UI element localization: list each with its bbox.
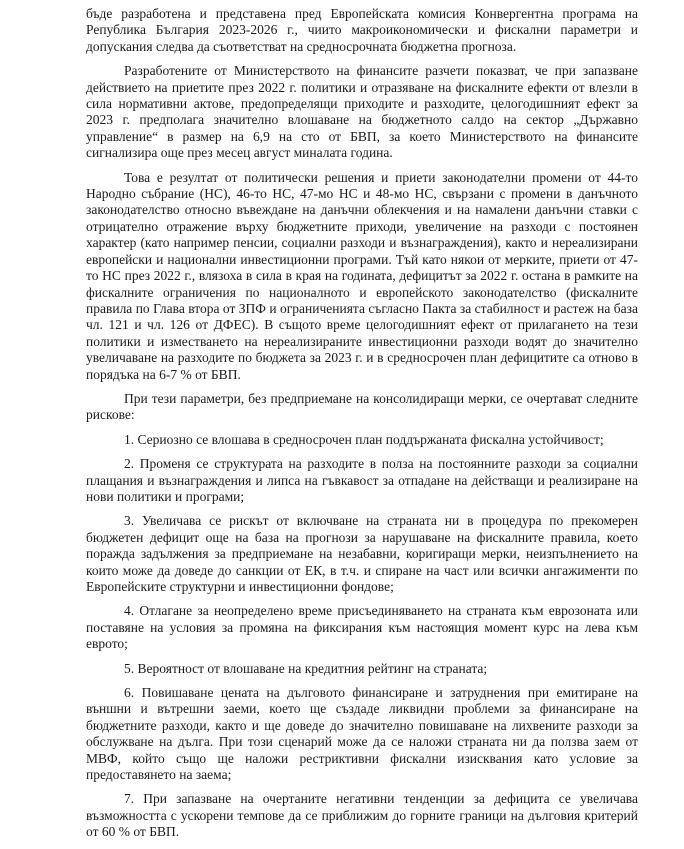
risk-item-3: 3. Увеличава се рискът от включване на страната ни в процедура по прекомерен бюджетен дефицит още на база на прогнози за нарушаване на фискалните правила, което поражда задължения за предприемане на незабавни, коригиращи мерки, неизпълнението на които може да доведе до санкции от ЕК, в т.ч. и спиране на част или всички ангажименти по Европейските структурни и инвестиционни фондове;: [86, 513, 638, 594]
document-body: [86, 6, 638, 849]
risk-item-1: 1. Сериозно се влошава в средносрочен план поддържаната фискална устойчивост;: [124, 431, 604, 447]
paragraph-continuation: бъде разработена и представена пред Европейската комисия Конвергентна програма на Република България 2023-2026 г., чиито макроикономически и фискални параметри и допускания следва да съответстват на средносрочната бюджетна прогноза.: [86, 6, 638, 54]
risk-item-6: 6. Повишаване цената на дълговото финансиране и затруднения при емитиране на външни и вътрешни заеми, което ще създаде ликвидни проблеми за финансиране на бюджетните разходи, както и ще доведе до значително повишаване на лихвените разходи за обслужване на дълга. При този сценарий може да се наложи страната ни да ползва заем от МВФ, който също ще наложи рестриктивни фискални изисквания като условие за предоставянето на заема;: [86, 685, 638, 783]
risk-item-7: 7. При запазване на очертаните негативни тенденции за дефицита се увеличава възможността с ускорени темпове да се приближим до горните граници на дълговия критерий от 60 % от БВП.: [86, 791, 638, 840]
risk-item-5: 5. Вероятност от влошаване на кредитния рейтинг на страната;: [124, 660, 488, 676]
risk-item-2: 2. Променя се структурата на разходите в полза на постоянните разходи за социални плащания и възнаграждения и липса на гъвкавост за отпадане на действащи и реализиране на нови политики и програми;: [86, 456, 638, 504]
paragraph-political-decisions: Това е резултат от политически решения и приети законодателни промени от 44-то Народно събрание (НС), 46-то НС, 47-мо НС и 48-мо НС, свързани с промени в данъчното законодателство относно въвеждане на данъчни облекчения и на намалени данъчни ставки с отрицателно отражение върху бюджетните приходи, увеличение на разходи с постоянен характер (като например пенсии, социални разходи и възнаграждения), както и нереализирани европейски и национални инвестиционни програми. Тъй като някои от мерките, приети от 47-то НС през 2022 г., влязоха в сила в края на годината, дефицитът за 2022 г. остана в рамките на фискалните ограничения по националното и европейското законодателство (фискалните правила по Глава втора от ЗПФ и ограниченията съгласно Пакта за стабилност и растеж на база чл. 121 и чл. 126 от ДФЕС). В същото време целогодишният ефект от прилагането на тези политики и изместването на нереализираните инвестиционни разходи водят до значително увеличаване на разходите по бюджета за 2023 г. и в средносрочен план дефицитите са отново в порядъка на 6-7 % от БВП.: [86, 169, 638, 382]
risk-item-4: 4. Отлагане за неопределено време присъединяването на страната към еврозоната или поставяне на условия за промяна на фиксирания към настоящия момент курс на лева към еврото;: [86, 603, 638, 652]
paragraph-ministry-estimates: Разработените от Министерството на финансите разчети показват, че при запазване действието на приетите през 2022 г. политики и отразяване на фискалните ефекти от влезли в сила нормативни актове, предопределящи приходите и разходите, целогодишният ефект за 2023 г. предполага значително влошаване на бюджетното салдо на сектор „Държавно управление“ в размер на 6,9 на сто от БВП, за което Министерството на финансите сигнализира още през месец август миналата година.: [86, 63, 638, 161]
paragraph-risks-intro: При тези параметри, без предприемане на консолидиращи мерки, се очертават следните рискове:: [86, 390, 638, 423]
